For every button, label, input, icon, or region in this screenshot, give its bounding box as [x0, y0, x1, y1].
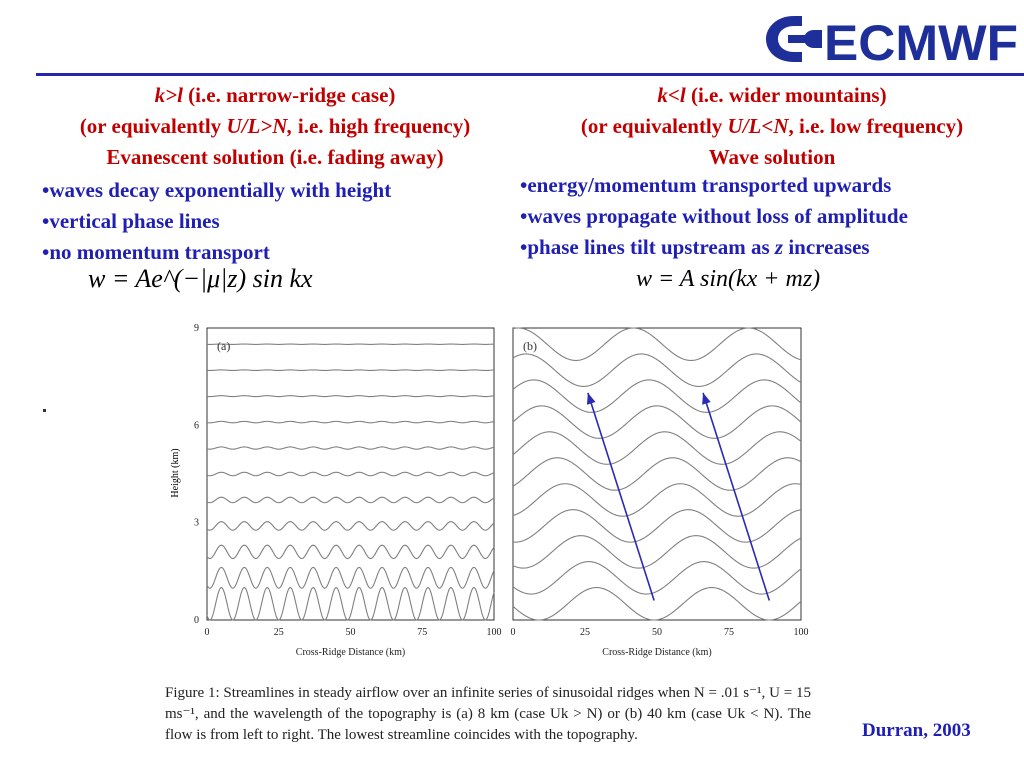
- list-item: •waves decay exponentially with height: [42, 178, 392, 202]
- arrowhead-icon: [702, 393, 711, 405]
- list-item: •phase lines tilt upstream as z increases: [520, 235, 870, 259]
- logo-text: ECMWF: [824, 15, 1018, 70]
- evanescent-formula: w = Ae^(−|μ|z) sin kx: [88, 264, 313, 293]
- y-tick-label: 9: [194, 323, 199, 334]
- streamline: [207, 421, 494, 422]
- list-item: •energy/momentum transported upwards: [520, 173, 892, 197]
- x-axis-label: Cross-Ridge Distance (km): [295, 647, 406, 658]
- y-tick-label: 0: [194, 615, 199, 626]
- streamline: [207, 588, 494, 620]
- streamline: [513, 484, 801, 516]
- x-tick-label: 100: [793, 627, 809, 638]
- phase-tilt-arrow: [588, 393, 654, 601]
- citation: Durran, 2003: [862, 720, 971, 741]
- list-item: •no momentum transport: [42, 240, 270, 264]
- x-tick-label: 75: [724, 627, 734, 638]
- streamline: [207, 497, 494, 502]
- streamline: [207, 545, 494, 558]
- list-item: •vertical phase lines: [42, 209, 220, 233]
- streamline: [513, 510, 801, 542]
- x-axis-label: Cross-Ridge Distance (km): [602, 647, 712, 658]
- streamline: [513, 588, 801, 620]
- panel-label: (a): [217, 339, 231, 353]
- streamline: [207, 447, 494, 449]
- streamline: [207, 522, 494, 531]
- y-axis-label: Height (km): [170, 448, 181, 498]
- streamline: [207, 567, 494, 588]
- x-tick-label: 75: [417, 627, 428, 638]
- right-heading-2: (or equivalently U/L<N, i.e. low frequency): [580, 114, 964, 138]
- x-tick-label: 100: [486, 627, 502, 638]
- phase-tilt-arrow: [703, 393, 769, 601]
- y-tick-label: 6: [194, 420, 199, 432]
- streamline: [207, 396, 494, 397]
- list-item: •waves propagate without loss of amplitude: [520, 204, 908, 228]
- panel-a: [194, 323, 502, 658]
- x-tick-label: 25: [273, 627, 284, 638]
- wave-formula: w = A sin(kx + mz): [636, 266, 821, 292]
- x-tick-label: 0: [204, 627, 210, 638]
- x-tick-label: 50: [345, 627, 356, 638]
- right-heading-3: Wave solution: [708, 145, 836, 169]
- streamline: [207, 472, 494, 476]
- streamline: [207, 370, 494, 371]
- left-heading-3: Evanescent solution (i.e. fading away): [106, 145, 444, 169]
- panel-label: (b): [523, 339, 537, 353]
- x-tick-label: 50: [652, 627, 662, 638]
- y-tick-label: 3: [194, 517, 199, 529]
- panel-b: [511, 328, 809, 658]
- streamline: [513, 380, 801, 412]
- left-heading-2: (or equivalently U/L>N, i.e. high frequency): [79, 114, 471, 138]
- arrowhead-icon: [587, 393, 596, 405]
- streamline: [513, 432, 801, 464]
- streamline: [513, 328, 801, 360]
- left-heading-1: k>l (i.e. narrow-ridge case): [154, 83, 396, 107]
- figure-caption: Figure 1: Streamlines in steady airflow over an infinite series of sinusoidal ridges when N = .01 s⁻¹, U = 15 ms⁻¹, and the wavelength of the topography is (a) 8 km (case Uk > N) or (b) 40 km (case Uk < N). The flow is from left to right. The lowest streamline coincides with the topography.: [165, 685, 811, 743]
- right-heading-1: k<l (i.e. wider mountains): [657, 83, 887, 107]
- x-tick-label: 25: [580, 627, 590, 638]
- x-tick-label: 0: [510, 627, 516, 638]
